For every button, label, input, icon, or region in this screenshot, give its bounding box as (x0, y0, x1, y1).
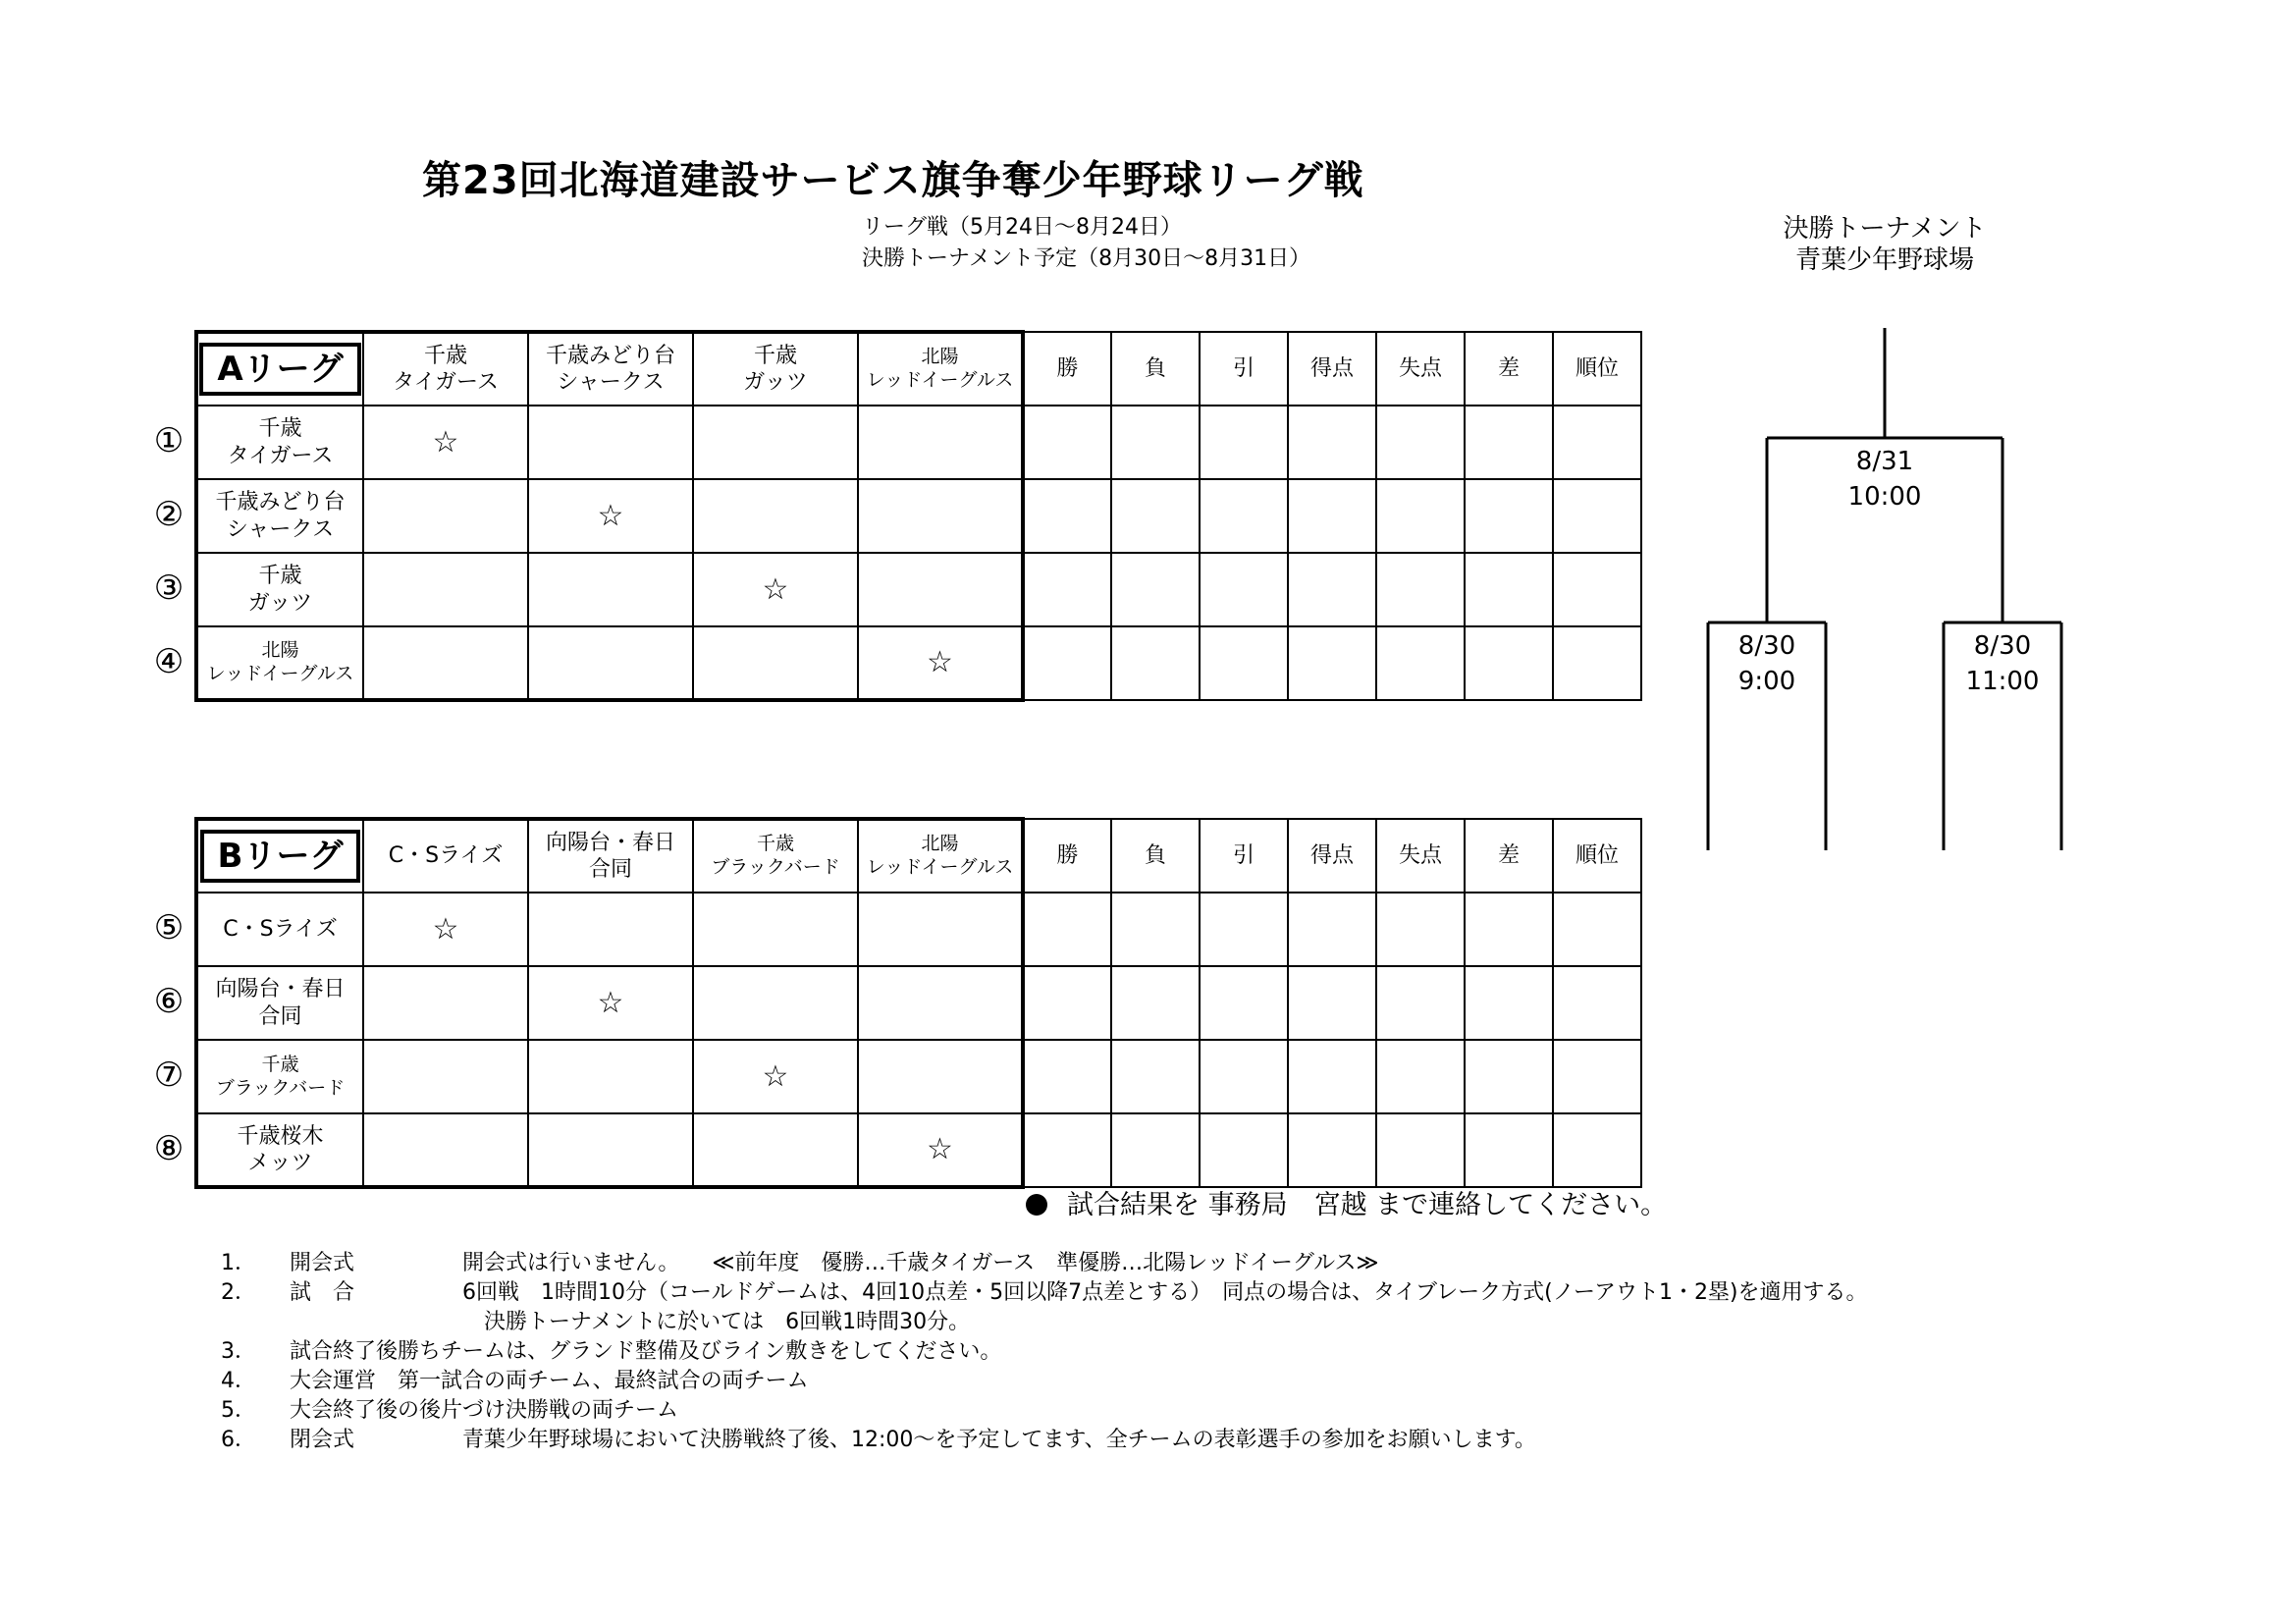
result-cell[interactable] (528, 893, 693, 966)
note-item (221, 1337, 1001, 1367)
row-team-cell (196, 406, 363, 479)
stat-cell[interactable] (1553, 1113, 1641, 1187)
note-text: 開会式 開会式は行いません。 ≪前年度 優勝…千歳タイガース 準優勝…北陽レッドイーグルス≫ (290, 1251, 1379, 1275)
page-title: 第23回北海道建設サービス旗争奪少年野球リーグ戦 (422, 158, 1364, 203)
result-cell[interactable] (363, 966, 528, 1040)
row-number: ⑥ (153, 982, 185, 1021)
result-cell[interactable] (693, 1113, 858, 1187)
result-cell[interactable] (858, 553, 1023, 626)
team-name-line2: ガッツ (743, 370, 808, 395)
stat-cell[interactable] (1200, 406, 1288, 479)
team-name-line1: 千歳 (756, 833, 794, 855)
result-cell[interactable] (693, 406, 858, 479)
result-cell[interactable] (528, 1040, 693, 1113)
bracket-venue: 青葉少年野球場 (1794, 245, 1974, 275)
tournament-period: 決勝トーナメント予定（8月30日～8月31日） (862, 246, 1311, 271)
team-name-line1: 千歳 (258, 564, 302, 588)
row-number: ⑧ (153, 1129, 185, 1168)
tournament-bracket (1688, 324, 2081, 878)
stat-cell[interactable] (1465, 626, 1553, 700)
table-row (196, 1113, 1641, 1187)
stat-cell[interactable] (1553, 406, 1641, 479)
note-text: 閉会式 青葉少年野球場において決勝戦終了後、12:00～を予定してます、全チームの表彰選手の参加をお願いします。 (290, 1428, 1536, 1452)
result-cell[interactable] (693, 479, 858, 553)
result-cell[interactable] (858, 1040, 1023, 1113)
result-cell[interactable] (693, 553, 858, 626)
note-number: 1． (221, 1251, 256, 1275)
team-name-line1: 千歳みどり台 (545, 343, 675, 368)
stat-cell[interactable] (1200, 966, 1288, 1040)
team-name-line1: 向陽台・春日 (545, 830, 675, 855)
stat-cell[interactable] (1376, 1113, 1465, 1187)
note-item (221, 1396, 678, 1426)
stat-cell[interactable] (1553, 893, 1641, 966)
bracket-title: 決勝トーナメント (1783, 214, 1987, 244)
team-name-line2: シャークス (226, 516, 335, 542)
stat-header: 得点 (1288, 332, 1376, 406)
stat-cell[interactable] (1553, 626, 1641, 700)
team-name-line1: 北陽 (921, 346, 959, 368)
stat-cell[interactable] (1111, 893, 1200, 966)
league_a-table (194, 330, 1642, 702)
league-name: Bリーグ (200, 830, 361, 884)
star-icon: ☆ (432, 911, 459, 947)
note-text: 試合終了後勝ちチームは、グランド整備及びライン敷きをしてください。 (290, 1339, 1002, 1364)
note-text: 決勝トーナメントに於いては 6回戦1時間30分。 (290, 1310, 971, 1334)
team-name-line1: C・Sライズ (223, 916, 338, 942)
stat-cell[interactable] (1376, 893, 1465, 966)
result-cell[interactable] (858, 966, 1023, 1040)
stat-cell[interactable] (1465, 1040, 1553, 1113)
note-number: 4． (221, 1369, 256, 1393)
star-icon: ☆ (597, 498, 624, 533)
row-number: ④ (153, 642, 185, 681)
stat-cell[interactable] (1288, 1113, 1376, 1187)
team-name-line1: 千歳 (423, 343, 467, 368)
result-cell[interactable] (363, 1040, 528, 1113)
bracket-lines (1688, 324, 2081, 874)
team-name-line2: レッドイーグルス (206, 663, 354, 684)
result-cell[interactable] (528, 966, 693, 1040)
note-item (221, 1426, 1536, 1455)
star-icon: ☆ (927, 645, 953, 680)
header-row (196, 332, 1641, 406)
stat-header: 順位 (1553, 819, 1641, 893)
league_b-table (194, 817, 1642, 1189)
column-header-team (363, 819, 528, 893)
row-number: ③ (153, 568, 185, 608)
stat-cell[interactable] (1553, 479, 1641, 553)
star-icon: ☆ (762, 1058, 789, 1094)
note-item (221, 1278, 1868, 1308)
table-row (196, 479, 1641, 553)
column-header-team (693, 819, 858, 893)
stat-header: 得点 (1288, 819, 1376, 893)
stat-cell[interactable] (1111, 406, 1200, 479)
stat-cell[interactable] (1288, 479, 1376, 553)
result-cell[interactable] (528, 406, 693, 479)
column-header-team (528, 332, 693, 406)
team-name-line2: ブラックバード (215, 1076, 346, 1099)
result-cell[interactable] (693, 626, 858, 700)
stat-cell[interactable] (1465, 406, 1553, 479)
result-cell[interactable] (363, 406, 528, 479)
stat-cell[interactable] (1200, 893, 1288, 966)
note-number: 5． (221, 1398, 256, 1423)
row-team-cell (196, 479, 363, 553)
stat-cell[interactable] (1553, 1040, 1641, 1113)
column-header-team (858, 332, 1023, 406)
semifinal-2-match (1934, 628, 2071, 699)
stat-cell[interactable] (1023, 553, 1111, 626)
team-name-line2: 合同 (588, 857, 632, 882)
final-date: 8/31 (1855, 447, 1914, 476)
stat-cell[interactable] (1023, 626, 1111, 700)
team-name-line2: レッドイーグルス (866, 856, 1014, 878)
team-name-line1: 千歳 (753, 343, 797, 368)
team-name-line2: ガッツ (247, 590, 313, 616)
team-name-line1: 千歳桜木 (237, 1123, 324, 1149)
column-header-team (693, 332, 858, 406)
result-cell[interactable] (363, 626, 528, 700)
result-cell[interactable] (528, 626, 693, 700)
stat-cell[interactable] (1023, 893, 1111, 966)
row-team-cell (196, 1113, 363, 1187)
header-row (196, 819, 1641, 893)
result-cell[interactable] (528, 553, 693, 626)
star-icon: ☆ (762, 571, 789, 607)
team-name-line1: 北陽 (261, 639, 299, 662)
result-cell[interactable] (528, 1113, 693, 1187)
stat-header: 順位 (1553, 332, 1641, 406)
stat-cell[interactable] (1200, 479, 1288, 553)
stat-cell[interactable] (1376, 406, 1465, 479)
stat-cell[interactable] (1376, 1040, 1465, 1113)
star-icon: ☆ (432, 424, 459, 460)
table-row (196, 406, 1641, 479)
note-text: 大会運営 第一試合の両チーム、最終試合の両チーム (290, 1369, 809, 1393)
row-team-cell (196, 626, 363, 700)
result-cell[interactable] (693, 893, 858, 966)
semifinal-1-time: 9:00 (1737, 667, 1796, 696)
stat-cell[interactable] (1111, 1113, 1200, 1187)
row-number: ⑦ (153, 1056, 185, 1095)
stat-header: 負 (1111, 332, 1200, 406)
stat-cell[interactable] (1288, 406, 1376, 479)
stat-cell[interactable] (1200, 626, 1288, 700)
stat-cell[interactable] (1553, 553, 1641, 626)
row-team-cell (196, 966, 363, 1040)
stat-cell[interactable] (1465, 479, 1553, 553)
table-row (196, 1040, 1641, 1113)
stat-cell[interactable] (1023, 406, 1111, 479)
result-cell[interactable] (693, 966, 858, 1040)
semifinal-2-date: 8/30 (1973, 631, 2032, 661)
stat-header: 失点 (1376, 332, 1465, 406)
stat-cell[interactable] (1200, 553, 1288, 626)
stat-cell[interactable] (1111, 553, 1200, 626)
result-cell[interactable] (858, 893, 1023, 966)
bullet-icon (1026, 1194, 1047, 1216)
stat-header: 失点 (1376, 819, 1465, 893)
column-header-team (363, 332, 528, 406)
row-number: ⑤ (153, 908, 185, 947)
league-name: Aリーグ (199, 343, 360, 397)
row-team-cell (196, 553, 363, 626)
note-number: 2． (221, 1280, 256, 1305)
note-text: 大会終了後の後片づけ決勝戦の両チーム (290, 1398, 679, 1423)
note-text: 試 合 6回戦 1時間10分（コールドゲームは、4回10点差・5回以降7点差とする） 同点の場合は、タイブレーク方式(ノーアウト1・2塁)を適用する。 (290, 1280, 1868, 1305)
stat-cell[interactable] (1023, 479, 1111, 553)
result-cell[interactable] (693, 1040, 858, 1113)
stat-cell[interactable] (1200, 1040, 1288, 1113)
stat-cell[interactable] (1288, 966, 1376, 1040)
column-header-team (528, 819, 693, 893)
stat-cell[interactable] (1288, 1040, 1376, 1113)
team-name-line2: ブラックバード (711, 856, 840, 878)
stat-header: 負 (1111, 819, 1200, 893)
stat-cell[interactable] (1288, 893, 1376, 966)
column-header-team (858, 819, 1023, 893)
stat-cell[interactable] (1111, 626, 1200, 700)
result-cell[interactable] (363, 1113, 528, 1187)
note-number: 6． (221, 1428, 256, 1452)
team-name-line2: タイガース (227, 443, 334, 468)
row-number: ② (153, 495, 185, 534)
note-number: 3． (221, 1339, 256, 1364)
stat-cell[interactable] (1023, 966, 1111, 1040)
result-cell[interactable] (858, 1113, 1023, 1187)
team-name-line1: 千歳みどり台 (215, 490, 346, 514)
team-name-line1: 千歳 (261, 1053, 299, 1075)
star-icon: ☆ (927, 1132, 953, 1167)
row-number: ① (153, 421, 185, 460)
stat-cell[interactable] (1376, 553, 1465, 626)
table-row (196, 893, 1641, 966)
stat-header: 引 (1200, 332, 1288, 406)
league-name-cell (196, 332, 363, 406)
stat-cell[interactable] (1376, 626, 1465, 700)
final-time: 10:00 (1847, 482, 1922, 512)
stat-cell[interactable] (1111, 479, 1200, 553)
stat-header: 勝 (1023, 332, 1111, 406)
stat-cell[interactable] (1376, 479, 1465, 553)
note-item (221, 1308, 970, 1337)
table-row (196, 626, 1641, 700)
stat-cell[interactable] (1111, 1040, 1200, 1113)
results-notice-text: 試合結果を 事務局 宮越 まで連絡してください。 (1067, 1190, 1668, 1220)
team-name-line2: タイガース (393, 370, 499, 395)
stat-cell[interactable] (1111, 966, 1200, 1040)
result-cell[interactable] (858, 626, 1023, 700)
team-name-line2: 合同 (258, 1003, 302, 1029)
stat-cell[interactable] (1200, 1113, 1288, 1187)
team-name-line1: C・Sライズ (388, 843, 504, 869)
team-name-line1: 北陽 (921, 833, 959, 855)
note-item (221, 1249, 1379, 1278)
result-cell[interactable] (528, 479, 693, 553)
stat-header: 勝 (1023, 819, 1111, 893)
stat-cell[interactable] (1465, 1113, 1553, 1187)
stat-header: 差 (1465, 819, 1553, 893)
result-cell[interactable] (858, 479, 1023, 553)
stat-cell[interactable] (1553, 966, 1641, 1040)
stat-cell[interactable] (1288, 553, 1376, 626)
team-name-line2: シャークス (557, 370, 665, 395)
semifinal-1-date: 8/30 (1737, 631, 1796, 661)
team-name-line2: レッドイーグルス (866, 369, 1014, 391)
stat-cell[interactable] (1023, 1040, 1111, 1113)
result-cell[interactable] (363, 893, 528, 966)
stat-header: 差 (1465, 332, 1553, 406)
row-team-cell (196, 1040, 363, 1113)
result-cell[interactable] (363, 479, 528, 553)
semifinal-2-time: 11:00 (1965, 667, 2040, 696)
row-team-cell (196, 893, 363, 966)
stat-cell[interactable] (1023, 1113, 1111, 1187)
result-cell[interactable] (363, 553, 528, 626)
team-name-line1: 千歳 (258, 416, 302, 441)
results-notice (1026, 1183, 1667, 1221)
note-item (221, 1367, 809, 1396)
league-period: リーグ戦（5月24日～8月24日） (862, 215, 1182, 240)
star-icon: ☆ (597, 985, 624, 1020)
stat-cell[interactable] (1376, 966, 1465, 1040)
stat-header: 引 (1200, 819, 1288, 893)
stat-cell[interactable] (1465, 553, 1553, 626)
stat-cell[interactable] (1465, 893, 1553, 966)
team-name-line1: 向陽台・春日 (215, 977, 346, 1001)
table-row (196, 553, 1641, 626)
stat-cell[interactable] (1288, 626, 1376, 700)
table-row (196, 966, 1641, 1040)
final-match (1816, 444, 1953, 514)
team-name-line2: メッツ (247, 1151, 313, 1175)
league-name-cell (196, 819, 363, 893)
stat-cell[interactable] (1465, 966, 1553, 1040)
semifinal-1-match (1698, 628, 1836, 699)
result-cell[interactable] (858, 406, 1023, 479)
